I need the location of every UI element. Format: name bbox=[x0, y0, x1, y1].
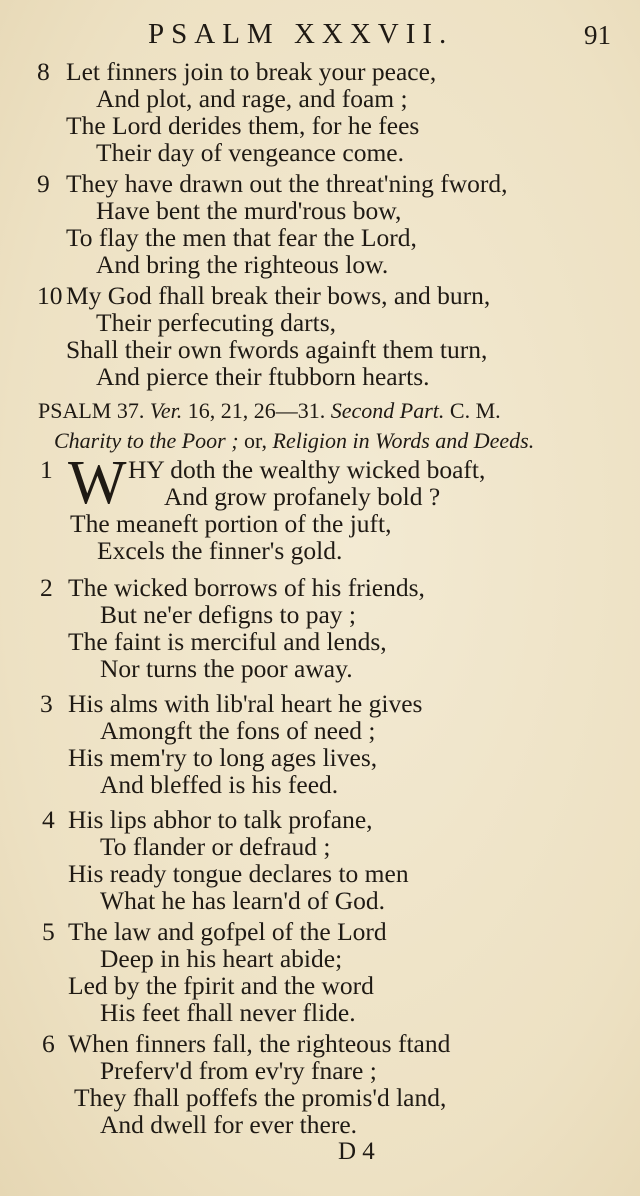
psalm-heading bbox=[38, 398, 501, 424]
verse-line: And grow profanely bold ? bbox=[164, 482, 441, 511]
verse-line: The law and gofpel of the Lord bbox=[68, 917, 387, 946]
verse-line: His feet fhall never flide. bbox=[100, 998, 356, 1027]
verse-number: 4 bbox=[42, 805, 55, 834]
verse-line: They have drawn out the threat'ning fword, bbox=[66, 169, 508, 198]
verse-number: 9 bbox=[37, 169, 50, 198]
verse-line: Their perfecuting darts, bbox=[96, 308, 337, 337]
drop-cap: W bbox=[68, 449, 125, 517]
verse-line: The Lord derides them, for he fees bbox=[66, 111, 420, 140]
verse-line: When finners fall, the righteous ftand bbox=[68, 1029, 451, 1058]
page-number: 91 bbox=[584, 20, 611, 50]
running-title: PSALM XXXVII. bbox=[148, 18, 454, 50]
verse-line: Have bent the murd'rous bow, bbox=[96, 196, 402, 225]
verse-line: Nor turns the poor away. bbox=[100, 654, 353, 683]
subtitle-b: Religion in Words and Deeds. bbox=[272, 428, 535, 453]
verse-line: Let finners join to break your peace, bbox=[66, 57, 437, 86]
subtitle-or: or, bbox=[244, 428, 267, 453]
verse-line: And plot, and rage, and foam ; bbox=[96, 84, 408, 113]
verse-line: But ne'er defigns to pay ; bbox=[100, 600, 356, 629]
verse-line: And pierce their ftubborn hearts. bbox=[96, 362, 430, 391]
verse-line: His mem'ry to long ages lives, bbox=[68, 743, 378, 772]
verse-line: Amongft the fons of need ; bbox=[100, 716, 376, 745]
running-header bbox=[0, 14, 640, 54]
verse-line: And dwell for ever there. bbox=[100, 1110, 358, 1139]
subtitle-a: Charity to the Poor ; bbox=[54, 428, 239, 453]
verse-number: 3 bbox=[40, 689, 53, 718]
verse-line: To flander or defraud ; bbox=[100, 832, 331, 861]
verse-line: The wicked borrows of his friends, bbox=[68, 573, 425, 602]
verse-line: Preferv'd from ev'ry fnare ; bbox=[100, 1056, 377, 1085]
part-label: Second Part. bbox=[330, 398, 445, 423]
verse-line: To flay the men that fear the Lord, bbox=[66, 223, 417, 252]
verse-line: Their day of vengeance come. bbox=[96, 138, 404, 167]
verse-number: 1 bbox=[40, 455, 53, 484]
verse-line: My God fhall break their bows, and burn, bbox=[66, 281, 491, 310]
verse-line: Deep in his heart abide; bbox=[100, 944, 343, 973]
verse-line: The meaneft portion of the juft, bbox=[70, 509, 392, 538]
psalm-subtitle bbox=[54, 428, 534, 454]
verse-line: Shall their own fwords againft them turn, bbox=[66, 335, 488, 364]
verse-line: Excels the finner's gold. bbox=[97, 536, 343, 565]
psalm-number: PSALM 37. bbox=[38, 398, 145, 423]
verse-line: They fhall poffefs the promis'd land, bbox=[74, 1083, 447, 1112]
verse-number: 5 bbox=[42, 917, 55, 946]
verse-range: 16, 21, 26—31. bbox=[187, 398, 326, 423]
verse-line: And bleffed is his feed. bbox=[100, 770, 339, 799]
verse-line: And bring the righteous low. bbox=[96, 250, 389, 279]
ver-label: Ver. bbox=[149, 398, 183, 423]
verse-line: His ready tongue declares to men bbox=[68, 859, 409, 888]
meter-label: C. M. bbox=[449, 398, 501, 423]
verse-line: Led by the fpirit and the word bbox=[68, 971, 374, 1000]
verse-line: HY doth the wealthy wicked boaft, bbox=[128, 455, 486, 484]
verse-number: 6 bbox=[42, 1029, 55, 1058]
signature-mark: D 4 bbox=[338, 1138, 375, 1165]
verse-line: His lips abhor to talk profane, bbox=[68, 805, 373, 834]
verse-number: 8 bbox=[37, 57, 50, 86]
verse-line: What he has learn'd of God. bbox=[100, 886, 385, 915]
verse-number: 10 bbox=[37, 281, 63, 310]
verse-number: 2 bbox=[40, 573, 53, 602]
verse-line: The faint is merciful and lends, bbox=[68, 627, 387, 656]
verse-line: His alms with lib'ral heart he gives bbox=[68, 689, 423, 718]
